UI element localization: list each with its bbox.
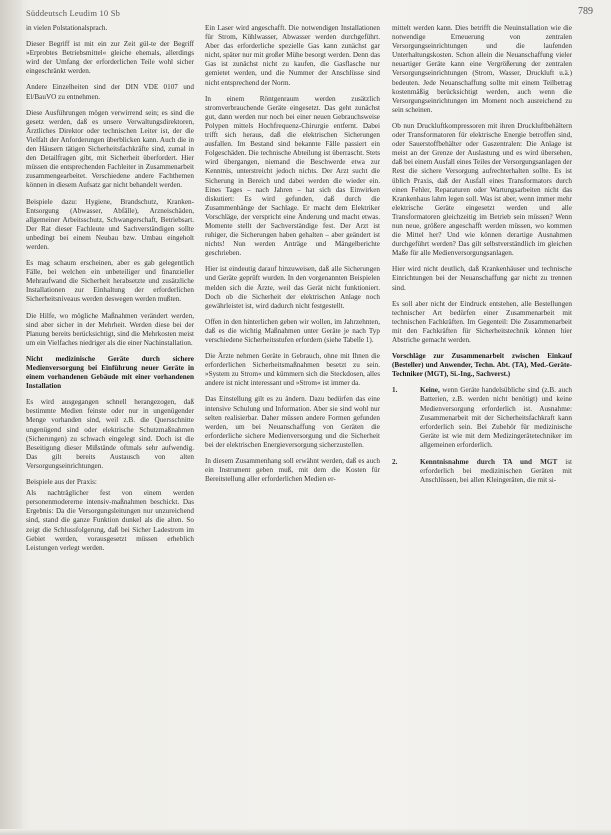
paragraph: Ein Laser wird angeschafft. Die notwendigen Installationen für Strom, Kühlwasser, Abwasser werden durchgeführt. Aber das erforderliche spezielle Gas kann zunächst gar nicht, später nur mit großer Mühe besorgt werden. Denn das Gas ist zunächst nicht zu kaufen, die Gasflasche nur gemietet werden, und die Nummer der Anschlüsse sind nicht entsprechend der Norm. (205, 24, 380, 87)
paragraph: Es mag schaum erscheinen, aber es gab gelegentlich Fälle, bei welchen ein unbeteiliger und finanzieller Mehraufwand die Sicherheit herabsetzte und zusätzliche Installationen zur Einhaltung der erforderlichen Sicherheitsniveaus werden deswegen werden mußten. (26, 259, 194, 304)
page-number: 789 (578, 6, 593, 17)
paragraph: Hier wird nicht deutlich, daß Krankenhäuser und technische Einrichtungen bei der Neuanschaffung gar nicht zu trennen sind. (392, 265, 572, 292)
paragraph: Andere Einzelheiten sind der DIN VDE 0107 und El/BauVO zu entnehmen. (26, 83, 194, 101)
paragraph: Das Einstellung gilt es zu ändern. Dazu bedürfen das eine intensive Schulung und Information. Aber sie sind wohl nur selten realisierbar. Daher müssen andere Formen gefunden werden, um bei Neuanschaffung von Geräten die erforderliche sichere Medienversorgung und die Sicherheit bei der elektrischen Energieversorgung sicherzustellen. (205, 395, 380, 449)
paragraph: Beispiele dazu: Hygiene, Brandschutz, Kranken-Entsorgung (Abwasser, Abfälle), Arzneischäden, allgemeiner Arbeitsschutz, Schwangerschaft, Betriebsart. Der Rat dieser Fachleute und Sachverständigen sollte unbedingt bei einem Neubau bzw. Umbau eingeholt werden. (26, 197, 194, 251)
paragraph: In diesem Zusammenhang soll erwähnt werden, daß es auch ein Instrument geben muß, mit dem die Kosten für Bereitstellung aller erforderlichen Medien er- (205, 457, 380, 484)
paragraph: mittelt werden kann. Dies betrifft die Neuinstallation wie die notwendige Erneuerung von zentralen Versorgungseinrichtungen und die laufenden Unterhaltungskosten. Schon allein die Neuanschaffung vieler neuartiger Geräte kann eine Vergrößerung der zentralen Versorgungseinrichtungen (Strom, Wasser, Druckluft u.ä.) bedeuten. Jede Neuanschaffung sollte mit einem Teilbetrag kostenmäßig berücksichtigt werden, auch wenn die Versorgungseinrichtungen im Moment noch ausreichend zu sein scheinen. (392, 24, 572, 114)
paragraph: Die Hilfe, wo mögliche Maßnahmen verändert werden, sind aber sicher in der Mehrheit. Werden diese bei der Planung bereits berücksichtigt, sind die Mehrkosten meist um ein Vielfaches niedriger als die einer Nachinstallation. (26, 311, 194, 347)
text-column-2 (205, 24, 380, 491)
list-item-label: Keine, (420, 386, 443, 395)
book-spine-shadow (0, 0, 22, 835)
paragraph: Dieser Begriff ist mit ein zur Zeit gül-te der Begriff »Erprobtes Betriebsmittel« gleiche ehemals, allerdings wird der Umfang der erforderlichen Teile wohl sicher eingeschränkt werden. (26, 40, 194, 76)
running-head: Süddeutsch Leudim 10 Sb (26, 8, 121, 18)
numbered-list (392, 386, 572, 485)
paragraph: Es soll aber nicht der Eindruck entstehen, alle Bestellungen technischer Art bedürfen einer Zusammenarbeit mit technischen Fachkräften. Im Gegenteil: Die Zusammenarbeit mit den Fachkräften für Sicherheitstechnik können hier Abstriche gemacht werden. (392, 299, 572, 344)
paragraph: Es wird ausgegangen schnell herangezogen, daß bestimmte Medien feinste oder nur in ungenügender Menge vorhanden sind, weil z.B. die Quersschnitte ungenügend sind oder elektrische Schutzmaßnahmen (Sicherungen) zu schwach eingelegt sind. Doch ist die Beseitigung dieser Mißstände oftmals sehr aufwendig. Das gilt bereits Austausch von alten Versorgungseinrichtungen. (26, 398, 194, 470)
paragraph: Als nachträglicher fest von einem werden personenmodererne intensiv-maßnahmen beschickt. Das Ergebnis: Da die Versorgungsleitungen nur unzureichend sind, stand die ganze Funktion dunkel als die alten. So zeigt die Schlussfolgerung, daß bei Sicher Ladestrom im Gebiet werden, vorausgesetzt müssen erheblich Leistungen verlegt werden. (26, 489, 194, 552)
paragraph: Offen in den hinterlichen geben wir wollen, im Jahrzehnten, daß es die wichtig Maßnahmen unter Geräte je nach Typ verschiedene Sicherheitsstufen erfordern (siehe Tabelle 1). (205, 317, 380, 344)
paragraph: Ob nun Druckluftkompressoren mit ihren Druckluftbehältern oder Transformatoren für elektrische Energie betroffen sind, oder Sauerstoffbehälter oder Gaszentralen: Die Anlage ist meist an der Grenze der Auslastung und es wird übersehen, daß bei einem Ausfall eines Teiles der Versorgungsanlagen der Rest die sichere Versorgung aufrechterhalten sollte. Es ist üblich Praxis, daß der Ausfall eines Transformators durch einen Fehler, Reparaturen oder Wartungsarbeiten nicht das Krankenhaus lahm legen soll. Was ist aber, wenn immer mehr elektrische Geräte eingesetzt werden und alle Transformatoren gleichzeitig im Betrieb sein müssen? Wenn nun neue, größere angeschafft werden müssen, wo kommen die Mittel her? Und wie können derartige Ausnahmen durchgeführt werden? Das gilt selbstverständlich im gleichen Maße für alle Medienversorgungsanlagen. (392, 121, 572, 258)
list-item-text: ist erforderlich bei medizinischen Geräten mit Anschlüssen, bei allen Kleingeräten, die mit si- (420, 458, 572, 485)
paragraph: in vielen Polstationalsprach. (26, 24, 108, 32)
paragraph: In einem Röntgenraum werden zusätzlich stromverbrauchende Geräte eingesetzt. Das geht zunächst gut, dann werden nur noch bei einer neuen Gebrauchsweise Polypen mittels Hochfrequenz-Chirurgie entfernt. Dabei trifft sich heraus, daß die elektrischen Sicherungen ausfallen. Im Bestand sind bekannte Fälle passiert ein Folgeschäden. Die technische Abteilung ist überrascht. Stets wird übergangen, niemand die Beschwerde etwa zur Kenntnis, unterstreicht jedoch nichts. Der Arzt sucht die Sicherung in Bereich und dabei werden die wieder ein. Eines Tages – nach Jahren – hat sich das Einwirken diskutiert: Es wird gefunden, daß durch die Zusammenhänge der Sachlage. Er macht dem Elektriker Vorschläge, der verspricht eine Änderung und macht etwas. Momente stellt der Sachverständige fest. Der Arzt ist ruhiger, die Sicherungen haben gehalten – aber geändert ist nichts! Nun werden Anträge und Mängelberichte geschrieben. (205, 94, 380, 258)
list-item (392, 458, 572, 485)
list-number: 1. (392, 386, 398, 395)
page-header (26, 6, 593, 22)
section-heading: Vorschläge zur Zusammenarbeit zwischen Einkauf (Besteller) und Anwender, Techn. Abt. (TA), Med.-Geräte-Techniker (MGT), Si.-Ing., Sachverst.) (392, 352, 572, 379)
list-item (392, 386, 572, 450)
paragraph: Diese Ausführungen mögen verwirrend sein; es sind die gesetz werden, daß es unsere Verwaltungsdirektoren, Ärztliches Direktor oder technischen Leiter ist, der die Vielfalt der Anforderungen überblicken kann. Auch die in den Häusern tätigen Sicherheitsfachkräfte sind, zumal in den Detailfragen gibt, mit Sicherheit überfordert. Hier müssen die entsprechenden Fachleiter in Zusammenarbeit zusammengearbeitet. Verschiedene andere Fachthemen können in diesem Aufsatz gar nicht behandelt werden. (26, 108, 194, 190)
list-item-label: Kenntnisnahme durch TA und MGT (420, 458, 566, 467)
paragraph: Die Ärzte nehmen Geräte in Gebrauch, ohne mit Ihnen die erforderlichen Sicherheitsmaßnahmen besetzt zu sein. »System zu Strom« und kümmern sich die Steckdosen, alles andere ist nicht interessant und »Strom« ist immer da. (205, 352, 380, 388)
list-item-text: wenn Geräte handelsübliche sind (z.B. auch Batterien, z.B. werden nicht benötigt) und keine Medienversorgung erforderlich ist. Ausnahme: Zusammenarbeit mit der Sicherheitsfachkraft kann erforderlich sein. Bei Zubehör für medizinische Geräte ist wie mit dem Medizingerätetechniker im allgemeinen erforderlich. (420, 386, 572, 449)
list-number: 2. (392, 458, 398, 467)
page-bottom-edge (0, 829, 611, 835)
text-column-3 (392, 24, 572, 493)
section-heading: Nicht medizinische Geräte durch sichere Medienversorgung bei Einführung neuer Geräte in einem vorhandenen Gebäude mit einer vorhandenen Installation (26, 354, 194, 391)
paragraph: Beispiele aus der Praxis: (26, 478, 97, 487)
text-column-1 (26, 24, 194, 560)
paragraph: Hier ist eindeutig darauf hinzuweisen, daß alle Sicherungen und Geräte geprüft wurden. In den vorgenannten Beispielen melden sich die Ärzte, weil das Gerät nicht funktioniert. Doch ob die Sicherheit der elektrischen Anlage noch gewährleistet ist, wird dadurch nicht festgestellt. (205, 265, 380, 310)
